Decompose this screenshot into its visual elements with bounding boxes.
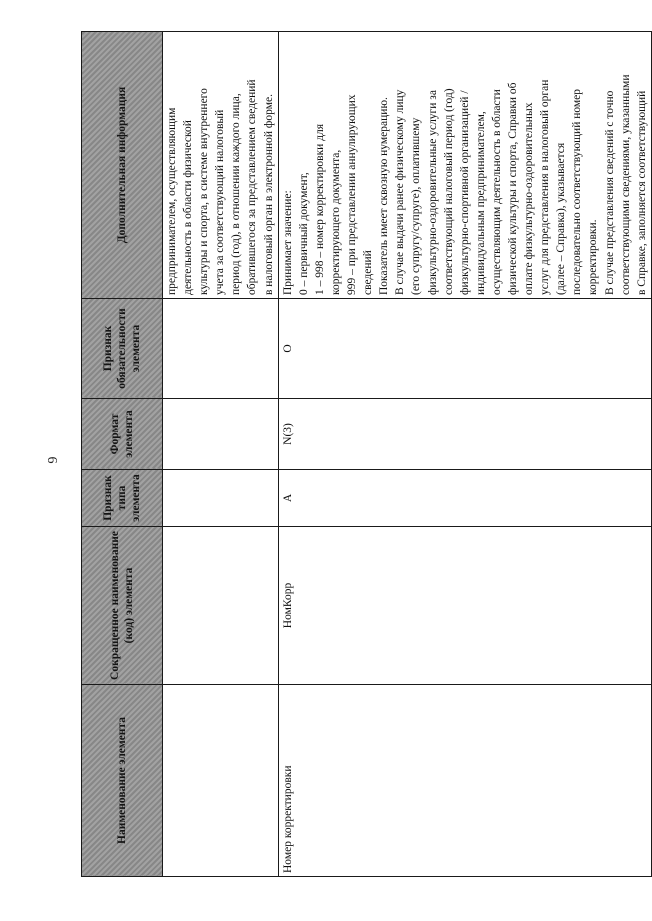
header-element-type: Признак типа элемента [82, 470, 163, 527]
info-line: В случае представления сведений с точно [603, 90, 616, 295]
info-line: деятельность в области физической [182, 120, 195, 295]
info-line: предпринимателем, осуществляющим [166, 107, 178, 295]
info-line: Показатель имеет сквозную нумерацию. [378, 97, 391, 295]
info-line: физкультурно-оздоровительные услуги за [426, 90, 439, 295]
info-line: физической культуры и спорта, Справки об [506, 82, 519, 295]
table-row-continuation [163, 32, 279, 877]
table-row [278, 32, 651, 877]
header-element-name: Наименование элемента [82, 685, 163, 877]
cell-element-code: НомКорр [278, 527, 651, 685]
cell-empty [163, 299, 279, 399]
page-number: 6 [44, 456, 59, 464]
cell-info-continuation [163, 32, 279, 299]
info-line: (его супругу/супруге), оплатившему [410, 117, 423, 295]
cell-element-format: N(3) [278, 399, 651, 470]
cell-element-required: О [278, 299, 651, 399]
info-line: (далее – Справка), указывается [555, 142, 568, 295]
cell-additional-info [278, 32, 651, 299]
info-line: 1 – 998 – номер корректировки для [313, 123, 326, 295]
header-additional-info: Дополнительная информация [82, 32, 163, 299]
cell-empty [163, 399, 279, 470]
info-line: осуществляющим деятельность в области [490, 89, 503, 295]
info-line: обратившегося за представлением сведений [246, 79, 259, 295]
header-element-required: Признак обязательности элемента [82, 299, 163, 399]
info-line: оплате физкультурно-оздоровительных [523, 102, 536, 295]
rotated-document [81, 32, 648, 877]
table-header-row [82, 32, 163, 877]
info-line: услуг для представления в налоговый орган [539, 79, 552, 295]
info-line: соответствующими сведениями, указанными [619, 74, 632, 295]
info-line: последовательно соответствующий номер [571, 88, 584, 295]
info-line: соответствующий налоговый период (год) [442, 88, 455, 295]
info-line: культуры и спорта, в системе внутреннего [198, 88, 211, 295]
info-line: период (год), в отношении каждого лица, [230, 93, 243, 295]
info-line: в Справке, заполняется соответствующий [635, 90, 648, 295]
info-line: корректировки. [587, 219, 600, 295]
info-line: в налоговый орган в электронной форме. [262, 94, 275, 295]
info-line: В случае выдачи ранее физическому лицу [394, 89, 407, 295]
info-line: учета за соответствующий налоговый [214, 109, 227, 295]
cell-element-type: А [278, 470, 651, 527]
header-element-format: Формат элемента [82, 399, 163, 470]
info-line: сведений [362, 250, 375, 295]
cell-empty [163, 685, 279, 877]
info-line: 999 – при представлении аннулирующих [346, 94, 359, 295]
cell-empty [163, 470, 279, 527]
info-line: Принимает значение: [281, 190, 294, 295]
info-line: 0 – первичный документ, [297, 172, 310, 295]
header-element-code: Сокращенное наименование (код) элемента [82, 527, 163, 685]
cell-empty [163, 527, 279, 685]
info-line: физкультурно-спортивной организацией / [458, 90, 471, 295]
info-line: индивидуальным предпринимателем, [474, 111, 487, 295]
info-line: корректирующего документа, [329, 149, 342, 295]
elements-table [81, 31, 652, 877]
cell-element-name: Номер корректировки [278, 685, 651, 877]
